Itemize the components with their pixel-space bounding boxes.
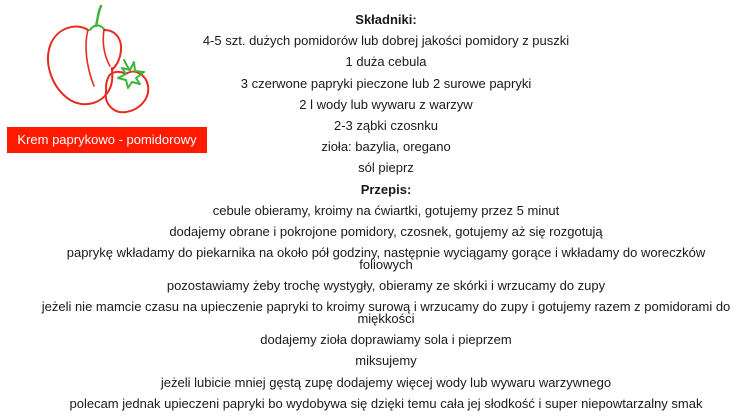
method-step: cebule obieramy, kroimy na ćwiartki, gotujemy przez 5 minut — [212, 202, 560, 218]
ingredient-item: 2 l wody lub wywaru z warzyw — [299, 96, 473, 112]
ingredient-item: 3 czerwone papryki pieczone lub 2 surowe papryki — [240, 75, 532, 91]
method-step: jeżeli nie mamcie czasu na upieczenie papryki to kroimy surową i wrzucamy do zupy i gotujemy razem z pomidorami do miękkości — [41, 299, 731, 327]
ingredient-item: sól pieprz — [358, 160, 414, 176]
ingredient-item: zioła: bazylia, oregano — [321, 139, 451, 155]
recipe-text — [40, 12, 732, 417]
method-heading: Przepis: — [360, 181, 412, 197]
ingredient-item: 1 duża cebula — [345, 54, 427, 70]
ingredients-heading: Składniki: — [355, 12, 417, 27]
method-step: dodajemy zioła doprawiamy sola i pieprzem — [260, 332, 512, 348]
method-step: paprykę wkładamy do piekarnika na około pół godziny, następnie wyciągamy gorące i wkładamy do woreczków foliowych — [66, 245, 706, 273]
method-step: pozostawiamy żeby trochę wystygły, obieramy ze skórki i wrzucamy do zupy — [166, 278, 606, 294]
method-step: dodajemy obrane i pokrojone pomidory, czosnek, gotujemy aż się rozgotują — [169, 223, 603, 239]
method-step: jeżeli lubicie mniej gęstą zupę dodajemy więcej wody lub wywaru warzywnego — [160, 374, 612, 390]
ingredient-item: 4-5 szt. dużych pomidorów lub dobrej jakości pomidory z puszki — [202, 33, 570, 49]
recipe-title-badge: Krem paprykowo - pomidorowy — [7, 127, 207, 153]
method-step: polecam jednak upieczeni papryki bo wydobywa się dzięki temu cała jej słodkość i super niepowtarzalny smak — [69, 395, 703, 411]
method-step: miksujemy — [355, 353, 417, 369]
ingredient-item: 2-3 ząbki czosnku — [333, 117, 439, 133]
